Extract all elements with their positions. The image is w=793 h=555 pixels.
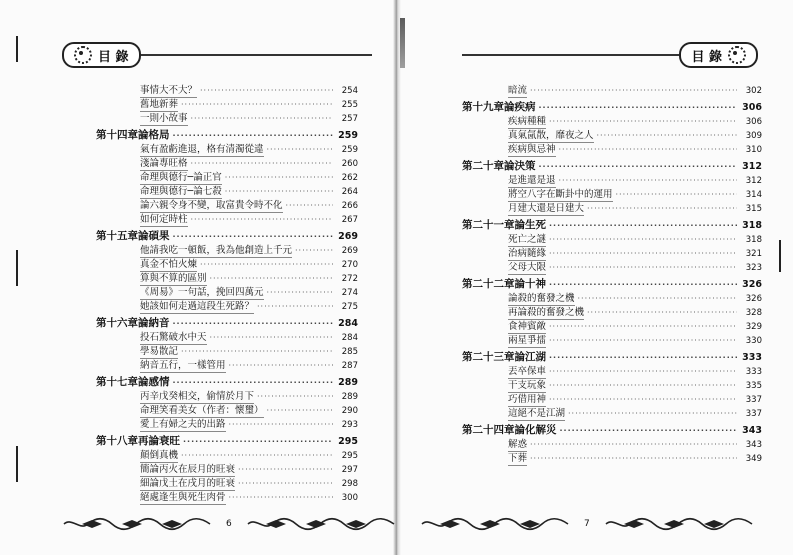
dot-leader bbox=[210, 331, 333, 344]
chapter-entry bbox=[462, 350, 762, 365]
toc-entry bbox=[96, 185, 358, 199]
entry-title: 命理與德行─論正官 bbox=[140, 172, 222, 183]
page-number: 298 bbox=[341, 479, 358, 489]
ornament-icon bbox=[420, 517, 570, 531]
entry-title: 論殺的奮發之機 bbox=[508, 293, 575, 304]
page-number: 259 bbox=[341, 145, 358, 155]
ornament-icon bbox=[604, 517, 754, 531]
chapter-title: 論感情 bbox=[138, 376, 170, 388]
page-number: 335 bbox=[745, 381, 762, 391]
entry-title: 將空八字在斷卦中的運用 bbox=[508, 189, 613, 200]
page-number: 318 bbox=[745, 235, 762, 245]
page-number: 254 bbox=[341, 86, 358, 96]
page-number: 274 bbox=[341, 288, 358, 298]
page-number: 343 bbox=[745, 440, 762, 450]
entry-title: 絕處逢生與死生肉骨 bbox=[140, 492, 226, 503]
dot-leader bbox=[229, 359, 333, 372]
page-number: 309 bbox=[745, 131, 762, 141]
toc-entry bbox=[462, 233, 762, 247]
dot-leader bbox=[549, 261, 737, 274]
page-number: 262 bbox=[341, 173, 358, 183]
entry-title: 論六親令身不變，取富貴令時不化 bbox=[140, 200, 283, 211]
left-footer bbox=[62, 514, 392, 534]
entry-title: 納音五行，一樣管用 bbox=[140, 360, 226, 371]
chapter-title: 論疾病 bbox=[504, 101, 536, 113]
page-number: 289 bbox=[341, 392, 358, 402]
entry-title: 治病隨緣 bbox=[508, 248, 547, 259]
toc-entry bbox=[96, 477, 358, 491]
dot-leader bbox=[549, 365, 737, 378]
toc-entry bbox=[96, 331, 358, 345]
chapter-number: 第十九章 bbox=[462, 101, 504, 113]
entry-title: 丙辛戊癸相交，偷情於月下 bbox=[140, 391, 255, 402]
chapter-number: 第二十一章 bbox=[462, 219, 515, 231]
chapter-number: 第二十章 bbox=[462, 160, 504, 172]
dot-leader bbox=[295, 244, 333, 257]
entry-title: 疾病種種 bbox=[508, 116, 547, 127]
page-number: 6 bbox=[226, 519, 232, 529]
entry-title: 疾病與忌神 bbox=[508, 144, 556, 155]
page-number: 323 bbox=[745, 263, 762, 273]
toc-entry bbox=[96, 300, 358, 314]
page-number: 272 bbox=[341, 274, 358, 284]
dot-leader bbox=[539, 159, 738, 174]
dot-leader bbox=[173, 128, 334, 143]
toc-left-column bbox=[96, 84, 358, 505]
dot-leader bbox=[191, 213, 333, 226]
dot-leader bbox=[173, 229, 334, 244]
dot-leader bbox=[587, 202, 737, 215]
dot-leader bbox=[225, 185, 333, 198]
dot-leader bbox=[530, 452, 737, 465]
page-number: 326 bbox=[745, 294, 762, 304]
entry-title: 細論戊土在戌月的旺衰 bbox=[140, 478, 236, 489]
chapter-title: 論生死 bbox=[514, 219, 546, 231]
dot-leader bbox=[181, 98, 333, 111]
dot-leader bbox=[549, 233, 737, 246]
chapter-entry bbox=[462, 218, 762, 233]
dot-leader bbox=[181, 449, 333, 462]
dot-leader bbox=[183, 434, 333, 449]
entry-title: 這絕不是江湖 bbox=[508, 408, 566, 419]
dot-leader bbox=[616, 188, 737, 201]
toc-entry bbox=[96, 345, 358, 359]
page-number: 310 bbox=[745, 145, 762, 155]
dot-leader bbox=[549, 350, 737, 365]
dot-leader bbox=[549, 379, 737, 392]
entry-title: 真氣氤散，靡夜之人 bbox=[508, 130, 594, 141]
entry-title: 是進還是退 bbox=[508, 175, 556, 186]
entry-title: 真金不怕火煉 bbox=[140, 259, 198, 270]
chapter-entry bbox=[96, 434, 358, 449]
toc-entry bbox=[96, 112, 358, 126]
entry-title: 氣有盈虧進退，格有清濁從違 bbox=[140, 144, 264, 155]
dot-leader bbox=[267, 404, 333, 417]
page-number: 321 bbox=[745, 249, 762, 259]
entry-title: 舊地新葬 bbox=[140, 99, 179, 110]
dot-leader bbox=[568, 407, 737, 420]
dot-leader bbox=[257, 300, 333, 313]
left-title-badge bbox=[62, 42, 141, 68]
dot-leader bbox=[200, 258, 333, 271]
entry-title: 父母大限 bbox=[508, 262, 547, 273]
entry-title: 學易散記 bbox=[140, 346, 179, 357]
page-number: 306 bbox=[745, 117, 762, 127]
page-number: 328 bbox=[745, 308, 762, 318]
page-number: 318 bbox=[742, 220, 762, 231]
dot-leader bbox=[229, 491, 333, 504]
entry-title: 他請我吃一頓飯，我為他創造上千元 bbox=[140, 245, 293, 256]
toc-entry bbox=[462, 379, 762, 393]
toc-entry bbox=[462, 247, 762, 261]
toc-entry bbox=[462, 393, 762, 407]
toc-entry bbox=[96, 98, 358, 112]
spine-shadow bbox=[400, 18, 405, 68]
toc-entry bbox=[96, 244, 358, 258]
chapter-number: 第十六章 bbox=[96, 317, 138, 329]
toc-entry bbox=[96, 449, 358, 463]
page-number: 349 bbox=[745, 454, 762, 464]
toc-entry bbox=[96, 418, 358, 432]
chapter-number: 第二十四章 bbox=[462, 424, 515, 436]
dot-leader bbox=[549, 218, 737, 233]
right-edge-mark bbox=[779, 240, 781, 272]
entry-title: 丟卒保車 bbox=[508, 366, 547, 377]
dot-leader bbox=[530, 438, 737, 451]
chapter-entry bbox=[462, 100, 762, 115]
page-number: 293 bbox=[341, 420, 358, 430]
left-header-banner bbox=[62, 44, 372, 66]
toc-entry bbox=[462, 174, 762, 188]
dot-leader bbox=[549, 320, 737, 333]
flower-icon bbox=[728, 46, 746, 64]
toc-entry bbox=[462, 143, 762, 157]
dot-leader bbox=[225, 171, 333, 184]
dot-leader bbox=[267, 286, 333, 299]
toc-entry bbox=[96, 84, 358, 98]
dot-leader bbox=[530, 84, 737, 97]
toc-entry bbox=[462, 407, 762, 421]
page-number: 306 bbox=[742, 102, 762, 113]
right-title-badge bbox=[679, 42, 758, 68]
page-number: 315 bbox=[745, 204, 762, 214]
page-number: 290 bbox=[341, 406, 358, 416]
chapter-number: 第十五章 bbox=[96, 230, 138, 242]
header-rule bbox=[141, 54, 372, 56]
page-number: 333 bbox=[742, 352, 762, 363]
ornament-icon bbox=[246, 517, 396, 531]
chapter-entry bbox=[96, 316, 358, 331]
chapter-entry bbox=[462, 423, 762, 438]
book-gutter bbox=[393, 0, 401, 555]
page-number: 300 bbox=[341, 493, 358, 503]
dot-leader bbox=[238, 463, 333, 476]
dot-leader bbox=[267, 143, 333, 156]
page-number: 326 bbox=[742, 279, 762, 290]
entry-title: 月建大還是日建大 bbox=[508, 203, 585, 214]
page-number: 289 bbox=[338, 377, 358, 388]
page-number: 314 bbox=[745, 190, 762, 200]
page-number: 284 bbox=[338, 318, 358, 329]
chapter-title: 論化解災 bbox=[514, 424, 557, 436]
page-number: 255 bbox=[341, 100, 358, 110]
toc-entry bbox=[96, 199, 358, 213]
right-header-banner bbox=[462, 44, 758, 66]
toc-entry bbox=[96, 491, 358, 505]
entry-title: 算與不算的區別 bbox=[140, 273, 207, 284]
entry-title: 解惑 bbox=[508, 439, 528, 450]
toc-entry bbox=[96, 272, 358, 286]
dot-leader bbox=[191, 157, 333, 170]
dot-leader bbox=[549, 115, 737, 128]
dot-leader bbox=[173, 316, 334, 331]
page-number: 266 bbox=[341, 201, 358, 211]
dot-leader bbox=[549, 247, 737, 260]
toc-entry bbox=[96, 463, 358, 477]
toc-entry bbox=[462, 84, 762, 98]
page-title: 目 錄 bbox=[98, 49, 129, 65]
toc-entry bbox=[462, 306, 762, 320]
page-number: 295 bbox=[341, 451, 358, 461]
toc-entry bbox=[462, 292, 762, 306]
dot-leader bbox=[173, 375, 334, 390]
page-number: 343 bbox=[742, 425, 762, 436]
page-number: 329 bbox=[745, 322, 762, 332]
toc-entry bbox=[462, 261, 762, 275]
chapter-title: 論決策 bbox=[504, 160, 536, 172]
chapter-number: 第十七章 bbox=[96, 376, 138, 388]
dot-leader bbox=[238, 477, 333, 490]
dot-leader bbox=[560, 423, 738, 438]
dot-leader bbox=[597, 129, 737, 142]
page-number: 312 bbox=[745, 176, 762, 186]
entry-title: 再論殺的奮發之機 bbox=[508, 307, 585, 318]
dot-leader bbox=[210, 272, 333, 285]
chapter-title: 論江湖 bbox=[514, 351, 546, 363]
entry-title: 淺論專旺格 bbox=[140, 158, 188, 169]
toc-entry bbox=[462, 452, 762, 466]
entry-title: 命理笑看美女（作者：懷璽） bbox=[140, 405, 264, 416]
toc-right-column bbox=[462, 84, 762, 466]
toc-entry bbox=[462, 188, 762, 202]
toc-entry bbox=[96, 286, 358, 300]
entry-title: 簡論丙火在辰月的旺衰 bbox=[140, 464, 236, 475]
header-rule bbox=[462, 54, 679, 56]
dot-leader bbox=[200, 84, 333, 97]
chapter-title: 論格局 bbox=[138, 129, 170, 141]
chapter-number: 第十八章 bbox=[96, 435, 138, 447]
page-number: 269 bbox=[341, 246, 358, 256]
page-number: 284 bbox=[341, 333, 358, 343]
toc-entry bbox=[96, 171, 358, 185]
entry-title: 事情大不大？ bbox=[140, 85, 198, 96]
toc-entry bbox=[96, 390, 358, 404]
chapter-number: 第二十三章 bbox=[462, 351, 515, 363]
page-number: 260 bbox=[341, 159, 358, 169]
page-number: 257 bbox=[341, 114, 358, 124]
toc-entry bbox=[462, 129, 762, 143]
page-number: 275 bbox=[341, 302, 358, 312]
toc-entry bbox=[96, 404, 358, 418]
toc-entry bbox=[462, 365, 762, 379]
page-number: 337 bbox=[745, 395, 762, 405]
toc-entry bbox=[462, 334, 762, 348]
page-number: 302 bbox=[745, 86, 762, 96]
left-edge-mark bbox=[16, 250, 18, 286]
chapter-title: 論碩果 bbox=[138, 230, 170, 242]
dot-leader bbox=[286, 199, 333, 212]
dot-leader bbox=[549, 277, 737, 292]
entry-title: 巧借用神 bbox=[508, 394, 547, 405]
entry-title: 死亡之謎 bbox=[508, 234, 547, 245]
dot-leader bbox=[181, 345, 333, 358]
chapter-entry bbox=[462, 159, 762, 174]
toc-entry bbox=[462, 115, 762, 129]
page-number: 259 bbox=[338, 130, 358, 141]
entry-title: 兩星爭擂 bbox=[508, 335, 547, 346]
left-edge-mark bbox=[16, 446, 18, 482]
chapter-entry bbox=[96, 229, 358, 244]
dot-leader bbox=[559, 143, 737, 156]
dot-leader bbox=[257, 390, 333, 403]
page-number: 269 bbox=[338, 231, 358, 242]
dot-leader bbox=[549, 393, 737, 406]
flower-icon bbox=[74, 46, 92, 64]
dot-leader bbox=[549, 334, 737, 347]
entry-title: 顛倒真機 bbox=[140, 450, 179, 461]
entry-title: 《周易》一句話，挽回四萬元 bbox=[140, 287, 264, 298]
page-number: 295 bbox=[338, 436, 358, 447]
entry-title: 食神賓敵 bbox=[508, 321, 547, 332]
page-number: 285 bbox=[341, 347, 358, 357]
entry-title: 下葬 bbox=[508, 453, 528, 464]
dot-leader bbox=[587, 306, 737, 319]
page-number: 270 bbox=[341, 260, 358, 270]
dot-leader bbox=[578, 292, 737, 305]
right-footer bbox=[420, 514, 760, 534]
chapter-entry bbox=[462, 277, 762, 292]
page-number: 7 bbox=[584, 519, 590, 529]
page-title: 目 錄 bbox=[691, 49, 722, 65]
entry-title: 干支玩象 bbox=[508, 380, 547, 391]
entry-title: 投石驚破水中天 bbox=[140, 332, 207, 343]
toc-entry bbox=[96, 258, 358, 272]
entry-title: 一則小故事 bbox=[140, 113, 188, 124]
chapter-number: 第十四章 bbox=[96, 129, 138, 141]
page-number: 267 bbox=[341, 215, 358, 225]
chapter-number: 第二十二章 bbox=[462, 278, 515, 290]
toc-entry bbox=[96, 359, 358, 373]
page-number: 312 bbox=[742, 161, 762, 172]
toc-entry bbox=[96, 157, 358, 171]
page-number: 297 bbox=[341, 465, 358, 475]
page-number: 287 bbox=[341, 361, 358, 371]
chapter-title: 論十神 bbox=[514, 278, 546, 290]
page-number: 264 bbox=[341, 187, 358, 197]
toc-entry bbox=[462, 438, 762, 452]
toc-entry bbox=[462, 320, 762, 334]
entry-title: 如何定時柱 bbox=[140, 214, 188, 225]
chapter-title: 論納音 bbox=[138, 317, 170, 329]
left-edge-mark bbox=[16, 36, 18, 62]
page-number: 337 bbox=[745, 409, 762, 419]
page-number: 333 bbox=[745, 367, 762, 377]
dot-leader bbox=[229, 418, 333, 431]
entry-title: 暗流 bbox=[508, 85, 528, 96]
entry-title: 命理與德行─論七殺 bbox=[140, 186, 222, 197]
chapter-entry bbox=[96, 128, 358, 143]
chapter-title: 再論衰旺 bbox=[138, 435, 180, 447]
dot-leader bbox=[559, 174, 737, 187]
entry-title: 愛上有婦之夫的出路 bbox=[140, 419, 226, 430]
toc-entry bbox=[462, 202, 762, 216]
dot-leader bbox=[539, 100, 738, 115]
page-number: 330 bbox=[745, 336, 762, 346]
toc-entry bbox=[96, 213, 358, 227]
chapter-entry bbox=[96, 375, 358, 390]
ornament-icon bbox=[62, 517, 212, 531]
dot-leader bbox=[191, 112, 333, 125]
toc-entry bbox=[96, 143, 358, 157]
entry-title: 她該如何走過這段生死路？ bbox=[140, 301, 255, 312]
